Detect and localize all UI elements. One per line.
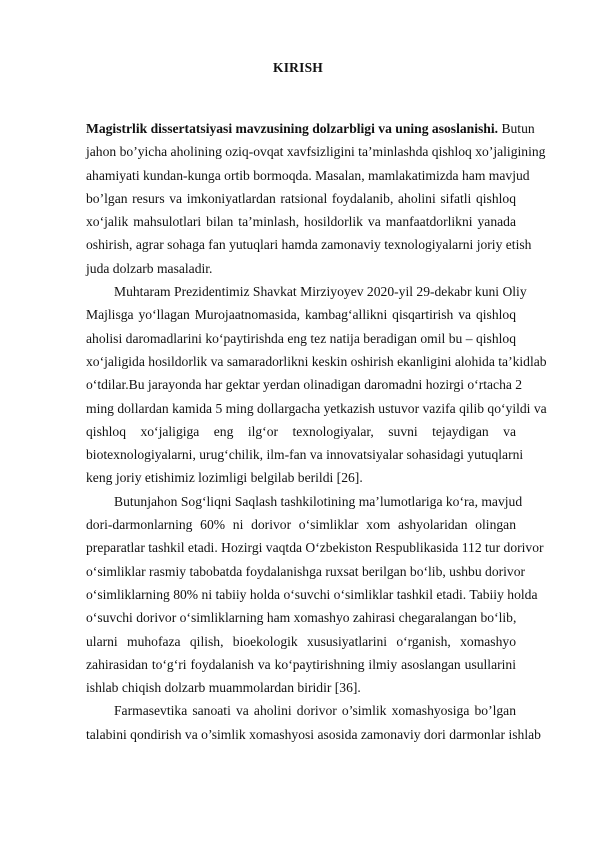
paragraph-3-line-2: dori-darmonlarning 60% ni dorivor o‘simliklar xom ashyolaridan olingan [86,517,516,533]
page-title: KIRISH [273,60,323,75]
paragraph-3-line-4: o‘simliklar rasmiy tabobatda foydalanishga ruxsat berilgan bo‘lib, ushbu dorivor [86,563,526,579]
paragraph-1-line-4: bo’lgan resurs va imkoniyatlardan ratsional foydalanib, aholini sifatli qishloq [86,190,516,206]
lead-heading: Magistrlik dissertatsiyasi mavzusining dolzarbligi va uning asoslanishi. [86,121,499,136]
paragraph-2-line-5: o‘tdilar.Bu jarayonda har gektar yerdan olinadigan daromadni hozirgi o‘rtacha 2 [86,377,523,393]
paragraph-3-line-8: zahirasidan to‘g‘ri foydalanish va ko‘paytirishning ilmiy asoslangan usullarini [86,656,516,672]
paragraph-1-line-1-text: Butun [498,121,535,136]
paragraph-3-line-9: ishlab chiqish dolzarb muammolardan biridir [36]. [86,680,361,696]
paragraph-3-line-3: preparatlar tashkil etadi. Hozirgi vaqtda O‘zbekiston Respublikasida 112 tur dorivor [86,540,544,556]
paragraph-1-line-6: oshirish, agrar sohaga fan yutuqlari hamda zamonaviy texnologiyalarni joriy etish [86,237,532,253]
paragraph-2-line-1: Muhtaram Prezidentimiz Shavkat Mirziyoyev 2020-yil 29-dekabr kuni Oliy [114,284,527,300]
paragraph-2-line-8: biotexnologiyalarni, urug‘chilik, ilm-fan va innovatsiyalar sohasidagi yutuqlarni [86,447,524,463]
paragraph-1-line-2: jahon bo’yicha aholining oziq-ovqat xavfsizligini ta’minlashda qishloq xo’jaligining [86,144,546,160]
body-text [86,117,547,746]
paragraph-4-line-2: talabini qondirish va o’simlik xomashyosi asosida zamonaviy dori darmonlar ishlab [86,726,541,742]
paragraph-2-line-2: Majlisga yo‘llagan Murojaatnomasida, kambag‘allikni qisqartirish va qishloq [86,307,516,323]
paragraph-3-line-7: ularni muhofaza qilish, bioekologik xususiyatlarini o‘rganish, xomashyo [86,633,516,649]
paragraph-3-line-5: o‘simliklarning 80% ni tabiiy holda o‘suvchi o‘simliklar tashkil etadi. Tabiiy holda [86,586,538,602]
paragraph-1-line-7: juda dolzarb masaladir. [86,260,213,276]
paragraph-2-line-4: xo‘jaligida hosildorlik va samaradorlikni keskin oshirish ekanligini alohida ta’kidlab [86,353,547,369]
paragraph-3-line-1: Butunjahon Sog‘liqni Saqlash tashkilotining ma’lumotlariga ko‘ra, mavjud [114,493,523,509]
paragraph-2-line-7: qishloq xo‘jaligiga eng ilg‘or texnologiyalar, suvni tejaydigan va [86,423,516,439]
paragraph-2-line-6: ming dollardan kamida 5 ming dollargacha yetkazish ustuvor vazifa qilib qo‘yildi va [86,400,547,416]
paragraph-1-line-3: ahamiyati kundan-kunga ortib bormoqda. Masalan, mamlakatimizda ham mavjud [86,167,530,183]
paragraph-3-line-6: o‘suvchi dorivor o‘simliklarning ham xomashyo zahirasi chegaralangan bo‘lib, [86,610,517,626]
paragraph-2-line-3: aholisi daromadlarini ko‘paytirishda eng tez natija beradigan omil bu – qishloq [86,330,516,346]
paragraph-4-line-1: Farmasevtika sanoati va aholini dorivor o’simlik xomashyosiga bo’lgan [114,703,516,719]
paragraph-1-line-5: xo‘jalik mahsulotlari bilan ta’minlash, hosildorlik va manfaatdorlikni yanada [86,214,516,230]
paragraph-2-line-9: keng joriy etishimiz lozimligi belgilab berildi [26]. [86,470,363,486]
paragraph-1-line-1 [86,117,535,140]
